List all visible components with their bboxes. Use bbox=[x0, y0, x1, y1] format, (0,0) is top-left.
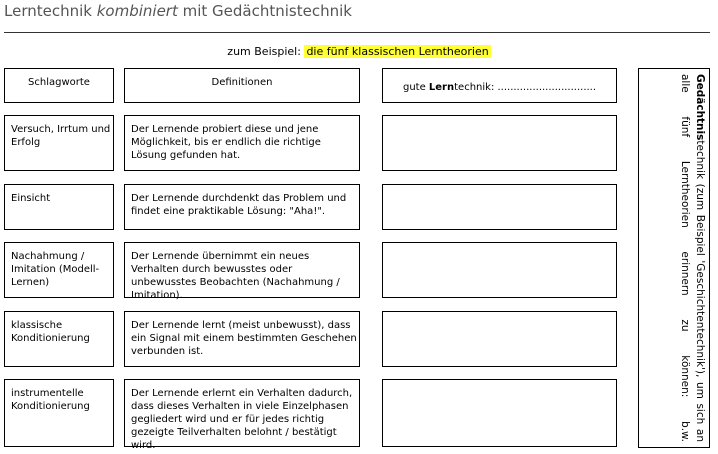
good-prefix: gute bbox=[402, 82, 429, 93]
memory-technique-panel bbox=[638, 68, 710, 448]
row-answer-3[interactable] bbox=[382, 242, 617, 298]
title-rule bbox=[4, 32, 710, 33]
title-part-3: mit Gedächtnistechnik bbox=[177, 2, 352, 20]
title-emphasis: kombiniert bbox=[96, 2, 178, 20]
row-definition-4: Der Lernende lernt (meist unbewusst), dass ein Signal mit einem bestimmten Geschehen verbunden ist. bbox=[124, 311, 360, 367]
row-keyword-5: instrumentelle Konditionierung bbox=[4, 379, 114, 447]
good-suffix: technik: ............................... bbox=[454, 82, 597, 93]
memory-rest: technik (zum Beispiel 'Geschichtentechnik'), um sich an alle fünf Lerntheorien erinnern zu können: b.w. bbox=[679, 74, 706, 442]
header-good-technique[interactable] bbox=[382, 68, 617, 103]
memory-technique-text bbox=[649, 74, 707, 442]
header-definitions: Definitionen bbox=[124, 68, 360, 103]
row-keyword-4: klassische Konditionierung bbox=[4, 311, 114, 367]
row-keyword-2: Einsicht bbox=[4, 184, 114, 230]
header-keywords: Schlagworte bbox=[4, 68, 114, 103]
good-bold: Lern bbox=[428, 82, 455, 93]
example-label: zum Beispiel: bbox=[227, 45, 301, 58]
row-definition-3: Der Lernende übernimmt ein neues Verhalten durch bewusstes oder unbewusstes Beobachten (Nachahmung / Imitation). bbox=[124, 242, 360, 298]
page-title bbox=[4, 2, 352, 20]
row-definition-1: Der Lernende probiert diese und jene Möglichkeit, bis er endlich die richtige Lösung gefunden hat. bbox=[124, 115, 360, 171]
row-keyword-1: Versuch, Irrtum und Erfolg bbox=[4, 115, 114, 171]
row-answer-2[interactable] bbox=[382, 184, 617, 230]
memory-bold: Gedächtnis bbox=[694, 74, 706, 141]
row-keyword-3: Nachahmung / Imitation (Modell-Lernen) bbox=[4, 242, 114, 298]
example-highlight: die fünf klassischen Lerntheorien bbox=[306, 45, 489, 58]
row-answer-5[interactable] bbox=[382, 379, 617, 447]
title-part-1: Lerntechnik bbox=[4, 2, 97, 20]
row-answer-1[interactable] bbox=[382, 115, 617, 171]
row-definition-2: Der Lernende durchdenkt das Problem und findet eine praktikable Lösung: "Aha!". bbox=[124, 184, 360, 230]
example-line bbox=[0, 45, 718, 58]
row-answer-4[interactable] bbox=[382, 311, 617, 367]
row-definition-5: Der Lernende erlernt ein Verhalten dadurch, dass dieses Verhalten in viele Einzelphasen gegliedert wird und er für jedes richtig gezeigte Teilverhalten belohnt / bestätigt wird. bbox=[124, 379, 360, 447]
